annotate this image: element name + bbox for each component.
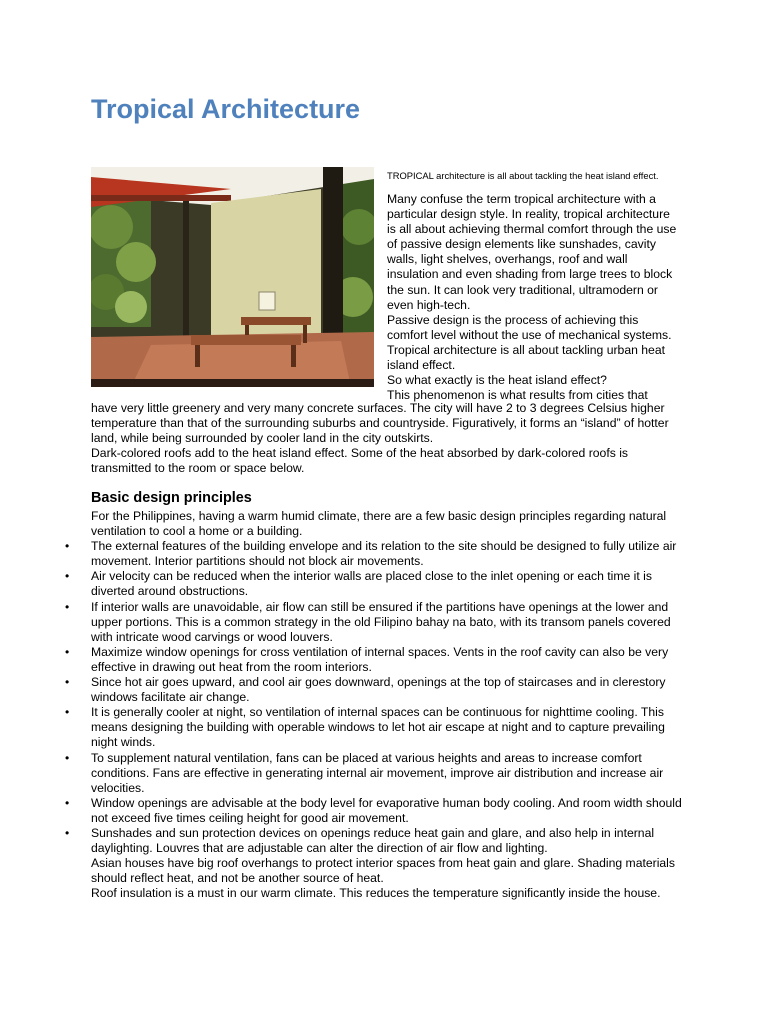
list-item: • Window openings are advisable at the body level for evaporative human body cooling. And room width should not exceed five times ceiling height for good air movement. <box>91 796 685 826</box>
section-lead: For the Philippines, having a warm humid climate, there are a few basic design principles regarding natural ventilation to cool a home or a building. <box>91 509 667 539</box>
list-item: • Air velocity can be reduced when the interior walls are placed close to the inlet opening or each time it is diverted around obstructions. <box>91 569 685 599</box>
page-title: Tropical Architecture <box>91 94 361 124</box>
section-heading: Basic design principles <box>91 490 252 506</box>
list-item: • To supplement natural ventilation, fans can be placed at various heights and areas to increase comfort conditions. Fans are effective in generating internal air movement, improve air distribution and increase air velocities. <box>91 751 685 796</box>
veranda-photo <box>91 167 374 387</box>
last-bullet-paragraph-3: Roof insulation is a must in our warm climate. This reduces the temperature significantly inside the house. <box>91 886 661 901</box>
intro-full-width <box>91 401 685 476</box>
last-bullet-paragraph-1: • Sunshades and sun protection devices on openings reduce heat gain and glare, and also help in internal daylighting. Louvres that are adjustable can alter the direction of air flow and lighting. <box>91 825 655 856</box>
intro-paragraph-2: Passive design is the process of achieving this comfort level without the use of mechanical systems. Tropical architecture is all about tackling urban heat island effect. <box>387 312 672 373</box>
intro-paragraph-4-start: This phenomenon is what results from cities that <box>387 388 648 403</box>
last-bullet-paragraph-2: Asian houses have big roof overhangs to protect interior spaces from heat gain and glare. Shading materials should reflect heat, and not be another source of heat. <box>91 856 675 886</box>
design-principles-section <box>91 489 685 901</box>
intro-column <box>387 192 679 403</box>
list-item: • If interior walls are unavoidable, air flow can still be ensured if the partitions have openings at the lower and upper portions. This is a common strategy in the old Filipino bahay na bato, with its transom panels covered with intricate wood carvings or wood louvers. <box>91 600 685 645</box>
list-item: • Since hot air goes upward, and cool air goes downward, openings at the top of staircases and in clerestory windows facilitate air change. <box>91 675 685 705</box>
list-item: • The external features of the building envelope and its relation to the site should be designed to fully utilize air movement. Interior partitions should not block air movements. <box>91 539 685 569</box>
intro-paragraph-4-rest: have very little greenery and very many concrete surfaces. The city will have 2 to 3 degrees Celsius higher temperature than that of the surrounding suburbs and countryside. Figuratively, it forms an “island” of hotter land, while being surrounded by cooler land in the city outskirts. <box>91 401 669 446</box>
intro-paragraph-3: So what exactly is the heat island effect? <box>387 373 607 388</box>
list-item: • It is generally cooler at night, so ventilation of internal spaces can be continuous for nighttime cooling. This means designing the building with operable windows to let hot air escape at night and to capture prevailing night winds. <box>91 705 685 750</box>
principles-list <box>91 539 685 901</box>
list-item <box>91 826 685 901</box>
veranda-photo-illustration <box>91 167 374 387</box>
intro-paragraph-1: Many confuse the term tropical architecture with a particular design style. In reality, tropical architecture is all about achieving thermal comfort through the use of passive design elements like sunshades, cavity walls, light shelves, overhangs, roof and wall insulation and even shading from large trees to block the sun. It can look very traditional, ultramodern or even high-tech. <box>387 192 677 312</box>
image-caption: TROPICAL architecture is all about tackling the heat island effect. <box>387 170 659 181</box>
list-item: • Maximize window openings for cross ventilation of internal spaces. Vents in the roof cavity can also be very effective in drawing out heat from the room interiors. <box>91 645 685 675</box>
intro-paragraph-5: Dark-colored roofs add to the heat island effect. Some of the heat absorbed by dark-colored roofs is transmitted to the room or space below. <box>91 446 629 476</box>
